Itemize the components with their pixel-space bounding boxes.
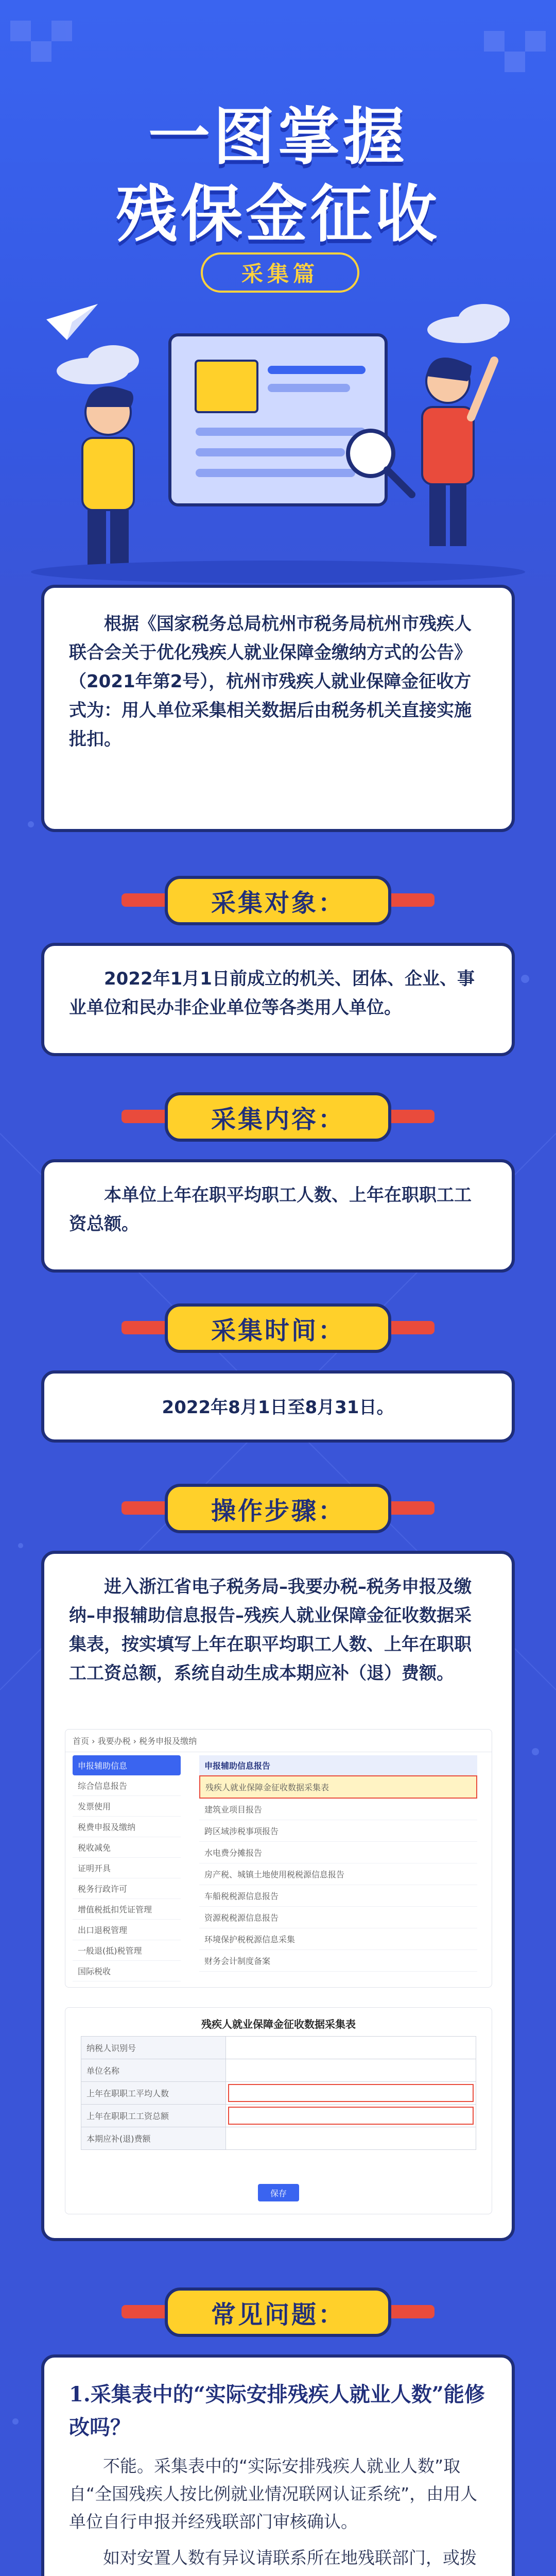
- form-row-value[interactable]: [226, 2037, 476, 2059]
- form-row-value[interactable]: [226, 2059, 476, 2081]
- form-row-label: 单位名称: [81, 2059, 226, 2081]
- hero-tag: 采集篇: [201, 252, 359, 293]
- side-item[interactable]: 一般退(抵)税管理: [73, 1940, 181, 1961]
- right-item[interactable]: 建筑业项目报告: [199, 1799, 477, 1820]
- section-label-target-text: 采集对象：: [211, 888, 345, 918]
- right-panel-header: 申报辅助信息报告: [199, 1755, 477, 1775]
- right-item[interactable]: 环境保护税税源信息采集: [199, 1928, 477, 1950]
- form-title: 残疾人就业保障金征收数据采集表: [201, 2018, 356, 2030]
- form-row-value: [226, 2127, 476, 2149]
- right-item[interactable]: 资源税税源信息报告: [199, 1907, 477, 1928]
- faq-card: [41, 2354, 515, 2576]
- side-item[interactable]: 发票使用: [73, 1796, 181, 1817]
- right-item[interactable]: 跨区域涉税事项报告: [199, 1820, 477, 1842]
- side-item[interactable]: 国际税收: [73, 1961, 181, 1981]
- section-label-faq: [165, 2287, 391, 2337]
- side-item[interactable]: 综合信息报告: [73, 1775, 181, 1796]
- content-text: 本单位上年在职平均职工人数、上年在职职工工资总额。: [69, 1185, 472, 1234]
- section-label-faq-text: 常见问题：: [211, 2300, 345, 2329]
- breadcrumb: 首页 › 我要办税 › 税务申报及缴纳: [65, 1730, 492, 1752]
- section-label-content-text: 采集内容：: [211, 1105, 345, 1134]
- section-label-steps: [165, 1484, 391, 1533]
- right-item[interactable]: 水电费分摊报告: [199, 1842, 477, 1863]
- side-item[interactable]: 增值税抵扣凭证管理: [73, 1899, 181, 1920]
- right-item[interactable]: 房产税、城镇土地使用税税源信息报告: [199, 1863, 477, 1885]
- right-item[interactable]: 车船税税源信息报告: [199, 1885, 477, 1907]
- section-label-target: [165, 876, 391, 925]
- section-label-time-text: 采集时间：: [211, 1316, 345, 1345]
- side-item[interactable]: 税务行政许可: [73, 1878, 181, 1899]
- form-row-label: 上年在职职工平均人数: [81, 2082, 226, 2104]
- side-item[interactable]: 出口退税管理: [73, 1920, 181, 1940]
- form-row-label: 本期应补(退)费额: [81, 2127, 226, 2149]
- form-row-input[interactable]: [228, 2107, 474, 2125]
- section-label-steps-text: 操作步骤：: [211, 1496, 345, 1526]
- time-text: 2022年8月1日至8月31日。: [162, 1397, 394, 1418]
- side-item[interactable]: 证明开具: [73, 1858, 181, 1878]
- intro-text: 根据《国家税务总局杭州市税务局杭州市残疾人联合会关于优化残疾人就业保障金缴纳方式的公告》（2021年第2号），杭州市残疾人就业保障金征收方式为：用人单位采集相关数据后由税务机关直接实施批扣。: [69, 614, 472, 750]
- target-card: [41, 943, 515, 1056]
- form-row-label: 纳税人识别号: [81, 2037, 226, 2059]
- side-item[interactable]: 税费申报及缴纳: [73, 1817, 181, 1837]
- side-item[interactable]: 税收减免: [73, 1837, 181, 1858]
- section-label-content: [165, 1092, 391, 1142]
- content-card: [41, 1159, 515, 1273]
- form-row-input[interactable]: [228, 2084, 474, 2102]
- form-row-label: 上年在职职工工资总额: [81, 2105, 226, 2127]
- target-text: 2022年1月1日前成立的机关、团体、企业、事业单位和民办非企业单位等各类用人单位。: [69, 969, 475, 1018]
- side-menu-header: 申报辅助信息: [73, 1755, 181, 1775]
- hero-title-line2: 残保金征收: [116, 179, 440, 250]
- steps-text: 进入浙江省电子税务局–我要办税–税务申报及缴纳–申报辅助信息报告–残疾人就业保障金征收数据采集表，按实填写上年在职平均职工人数、上年在职职工工资总额，系统自动生成本期应补（退）费额。: [69, 1577, 472, 1684]
- faq-question: 1.采集表中的“实际安排残疾人就业人数”能修改吗？: [69, 2382, 485, 2439]
- save-button[interactable]: 保存: [258, 2184, 299, 2201]
- screenshot-menu: [65, 1729, 492, 1988]
- hero-title-line1: 一图掌握: [148, 101, 408, 173]
- right-item-highlight[interactable]: 残疾人就业保障金征收数据采集表: [199, 1775, 477, 1799]
- time-card: [41, 1370, 515, 1443]
- hero-banner: [0, 0, 556, 598]
- faq-answer: 如对安置人数有异议请联系所在地残联部门，或拨: [103, 2548, 477, 2568]
- steps-card: [41, 1551, 515, 2241]
- faq-answer: 不能。采集表中的“实际安排残疾人就业人数”取自“全国残疾人按比例就业情况联网认证系统”，由用人单位自行申报并经残联部门审核确认。: [69, 2456, 478, 2532]
- section-label-time: [165, 1303, 391, 1353]
- intro-card: [41, 585, 515, 832]
- right-item[interactable]: 财务会计制度备案: [199, 1950, 477, 1972]
- screenshot-form: [65, 2007, 492, 2214]
